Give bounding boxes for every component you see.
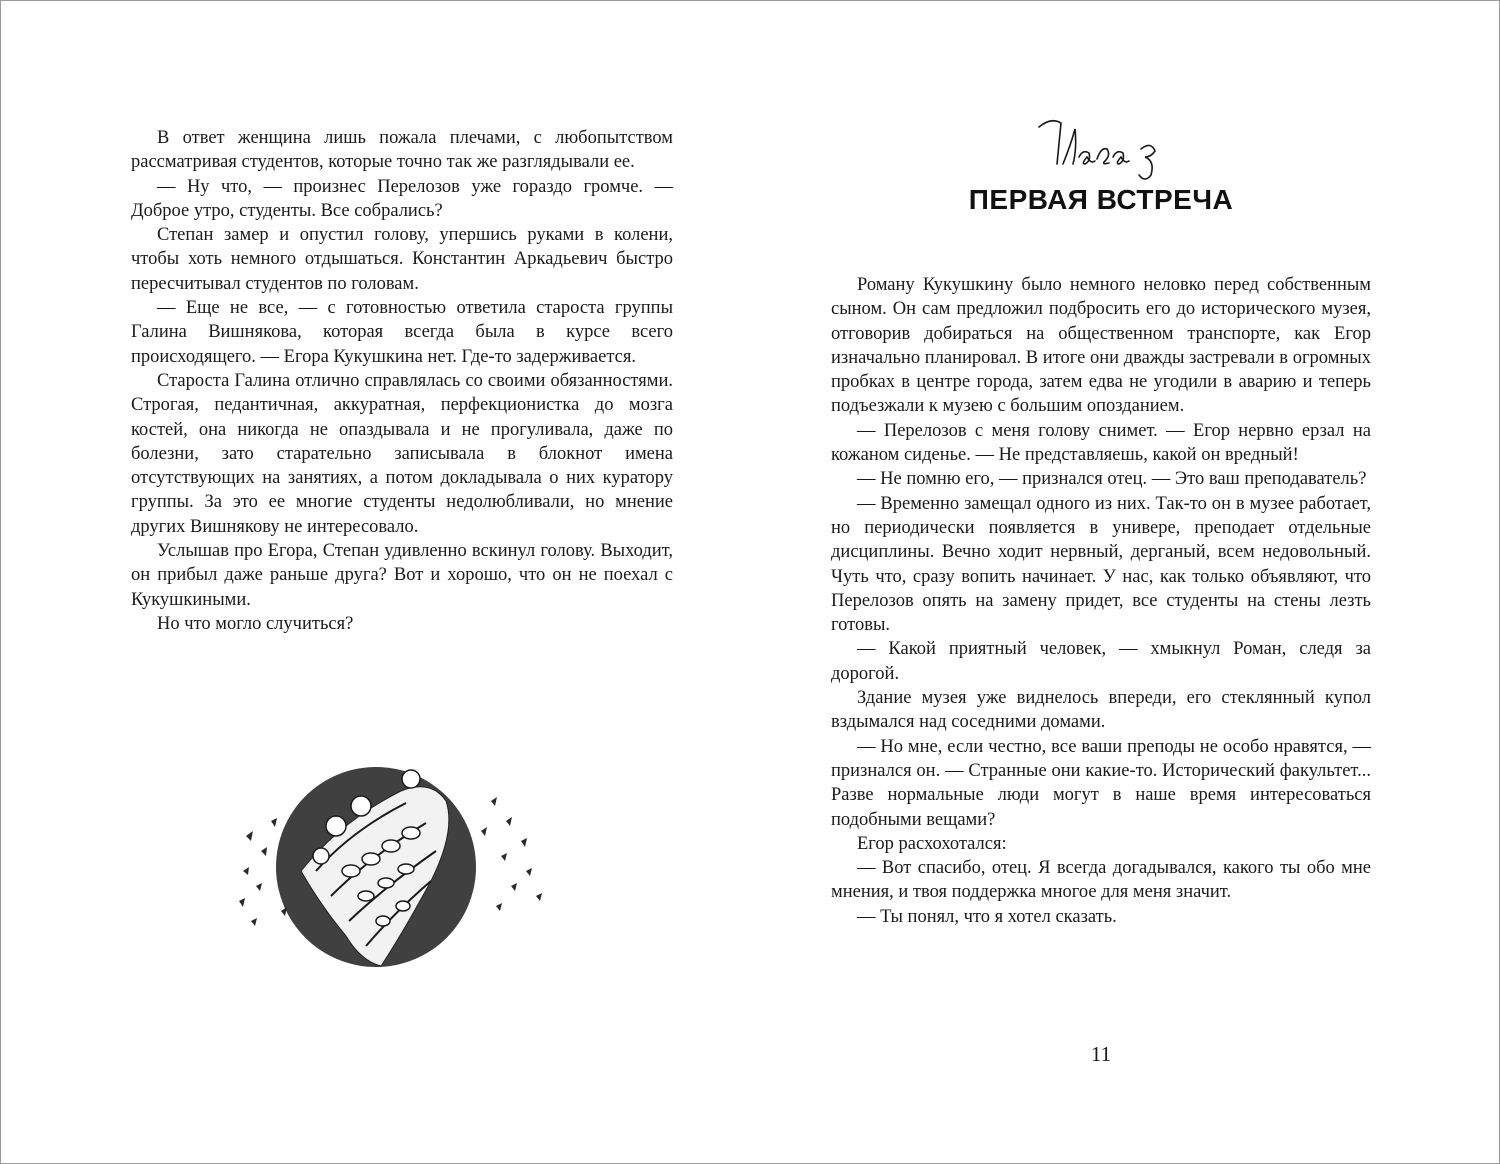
right-page: [751, 1, 1499, 1163]
paragraph: — Перелозов с меня голову снимет. — Егор нервно ерзал на кожаном сиденье. — Не представляешь, какой он вредный!: [831, 420, 1371, 466]
chapter-label-script: [1031, 109, 1171, 189]
paragraph: — Но мне, если честно, все ваши преподы не особо нравятся, — признался он. — Странные они какие-то. Исторический факультет... Разве нормальные люди могут в наше время интересоваться подобными вещами?: [831, 736, 1371, 830]
paragraph: Староста Галина отлично справлялась со своими обязанностями. Строгая, педантичная, аккуратная, перфекционистка до мозга костей, она никогда не опаздывала и не прогуливала, даже по болезни, зато старательно записывала в блокнот имена отсутствующих на занятиях, а потом докладывала о них куратору группы. За это ее многие студенты недолюбливали, но мнение других Вишнякову не интересовало.: [131, 370, 673, 537]
paragraph: — Вот спасибо, отец. Я всегда догадывался, какого ты обо мне мнения, и твоя поддержка многое для меня значит.: [831, 858, 1371, 903]
paragraph: Здание музея уже виднелось впереди, его стеклянный купол вздымался над соседними домами.: [831, 688, 1371, 733]
paragraph: — Временно замещал одного из них. Так-то он в музее работает, но периодически появляется в универе, преподает отдельные дисциплины. Вечно ходит нервный, дерганый, всем недовольный. Чуть что, сразу вопить начинает. У нас, как только объявляют, что Перелозов опять на замену придет, все студенты на стены лезть готовы.: [831, 493, 1371, 636]
paragraph: Услышав про Егора, Степан удивленно вскинул голову. Выходит, он прибыл даже раньше друга? Вот и хорошо, что он не поехал с Кукушкиными.: [131, 541, 673, 610]
crown-illustration: [231, 761, 551, 981]
page-number: 11: [1090, 1042, 1112, 1066]
right-page-text: [831, 273, 1371, 929]
paragraph: Но что могло случиться?: [157, 613, 354, 634]
paragraph: — Еще не все, — с готовностью ответила староста группы Галина Вишнякова, которая всегда была в курсе всего происходящего. — Егора Кукушкина нет. Где-то задерживается.: [131, 298, 673, 367]
left-page: [1, 1, 751, 1163]
paragraph: Степан замер и опустил голову, упершись руками в колени, чтобы хоть немного отдышаться. Константин Аркадьевич быстро пересчитывал студентов по головам.: [131, 225, 673, 294]
paragraph: — Ты понял, что я хотел сказать.: [857, 906, 1117, 927]
chapter-title: ПЕРВАЯ ВСТРЕЧА: [968, 184, 1234, 215]
paragraph: — Не помню его, — признался отец. — Это ваш преподаватель?: [857, 469, 1367, 490]
paragraph: — Какой приятный человек, — хмыкнул Роман, следя за дорогой.: [831, 639, 1371, 684]
paragraph: В ответ женщина лишь пожала плечами, с любопытством рассматривая студентов, которые точно так же разглядывали ее.: [131, 128, 673, 173]
paragraph: — Ну что, — произнес Перелозов уже гораздо громче. — Доброе утро, студенты. Все собрались?: [131, 176, 673, 221]
paragraph: Роману Кукушкину было немного неловко перед собственным сыном. Он сам предложил подбросить его до исторического музея, отговорив добираться на общественном транспорте, как Егор изначально планировал. В итоге они дважды застревали в огромных пробках в центре города, затем едва не угодили в аварию и теперь подъезжали к музею с большим опозданием.: [831, 275, 1371, 417]
left-page-text: [131, 126, 673, 636]
paragraph: Егор расхохотался:: [857, 833, 1007, 854]
